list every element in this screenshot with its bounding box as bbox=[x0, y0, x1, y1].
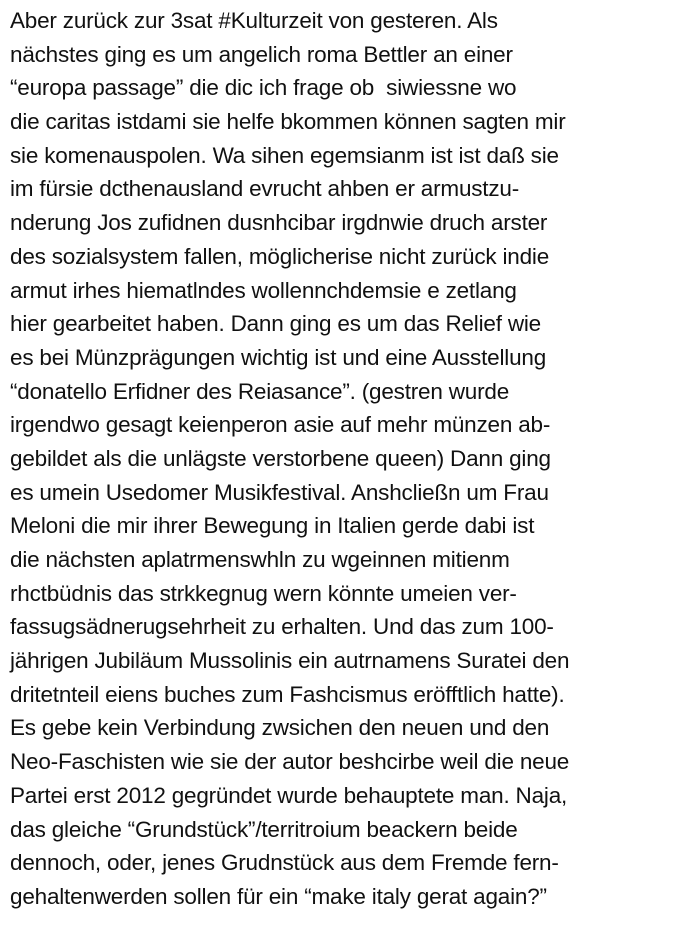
text-line: “donatello Erfidner des Reiasance”. (gestren wurde bbox=[10, 378, 510, 404]
text-line: rhctbüdnis das strkkegnug wern könnte umeien ver- bbox=[10, 580, 517, 606]
text-line: das gleiche “Grundstück”/territroium beackern beide bbox=[10, 816, 518, 842]
text-line: hier gearbeitet haben. Dann ging es um das Relief wie bbox=[10, 311, 541, 337]
text-line: sie komenauspolen. Wa sihen egemsianm ist ist daß sie bbox=[10, 142, 559, 168]
text-line: gebildet als die unlägste verstorbene queen) Dann ging bbox=[10, 445, 551, 471]
text-line: die caritas istdami sie helfe bkommen können sagten mir bbox=[10, 109, 566, 135]
text-line: es umein Usedomer Musikfestival. Anshcließn um Frau bbox=[10, 479, 549, 505]
text-line: des sozialsystem fallen, möglicherise nicht zurück indie bbox=[10, 243, 550, 269]
text-line: dennoch, oder, jenes Grudnstück aus dem Fremde fern- bbox=[10, 850, 559, 876]
text-line: armut irhes hiematlndes wollennchdemsie e zetlang bbox=[10, 277, 517, 303]
text-line: Es gebe kein Verbindung zwsichen den neuen und den bbox=[10, 715, 550, 741]
text-line: im fürsie dcthenausland evrucht ahben er armustzu- bbox=[10, 176, 520, 202]
text-line: Meloni die mir ihrer Bewegung in Italien gerde dabi ist bbox=[10, 513, 535, 539]
text-line: nächstes ging es um angelich roma Bettler an einer bbox=[10, 41, 513, 67]
text-line: es bei Münzprägungen wichtig ist und eine Ausstellung bbox=[10, 344, 547, 370]
text-line: jährigen Jubiläum Mussolinis ein autrnamens Suratei den bbox=[10, 648, 570, 674]
text-line: “europa passage” die dic ich frage ob siwiessne wo bbox=[10, 75, 517, 101]
text-line: irgendwo gesagt keienperon asie auf mehr münzen ab- bbox=[10, 412, 551, 438]
text-line: Aber zurück zur 3sat #Kulturzeit von gesteren. Als bbox=[10, 8, 498, 33]
text-line: fassugsädnerugsehrheit zu erhalten. Und das zum 100- bbox=[10, 614, 554, 640]
text-line: gehaltenwerden sollen für ein “make italy gerat again?” bbox=[10, 883, 547, 909]
text-line: die nächsten aplatrmenswhln zu wgeinnen mitienm bbox=[10, 547, 510, 572]
body-text bbox=[10, 4, 680, 914]
text-line: dritetnteil eiens buches zum Fashcismus eröfftlich hatte). bbox=[10, 681, 565, 707]
text-line: Neo-Faschisten wie sie der autor beshcirbe weil die neue bbox=[10, 749, 570, 775]
text-line: nderung Jos zufidnen dusnhcibar irgdnwie druch arster bbox=[10, 210, 548, 236]
text-line: Partei erst 2012 gegründet wurde behauptete man. Naja, bbox=[10, 782, 568, 808]
